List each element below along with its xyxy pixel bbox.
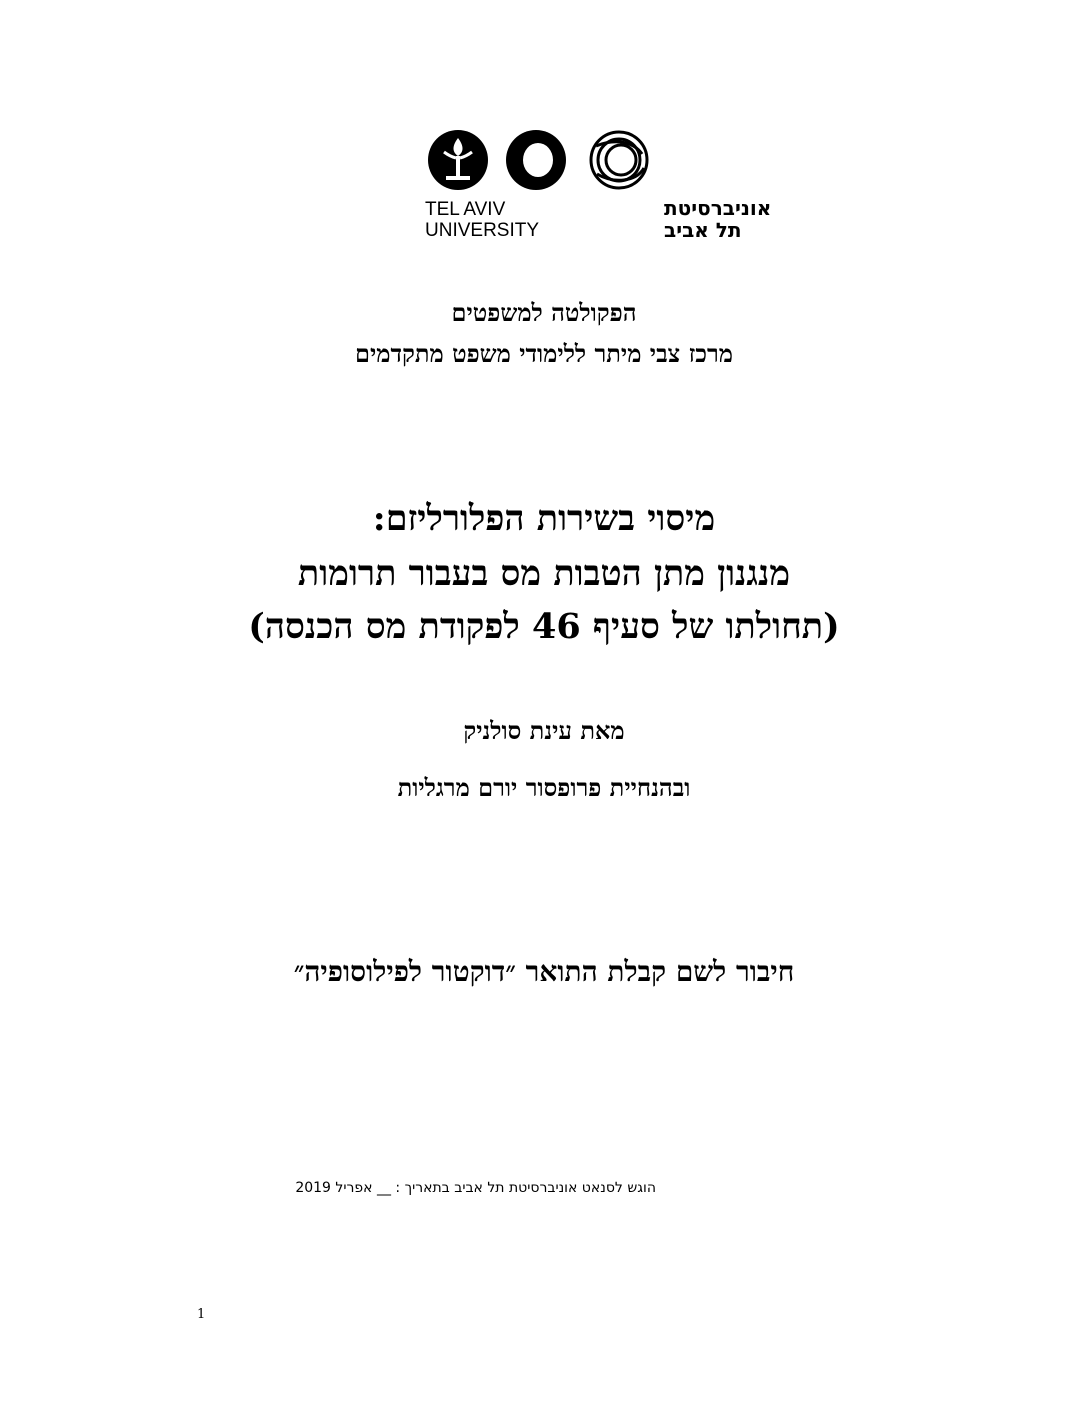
faculty-name: הפקולטה למשפטים <box>451 298 637 327</box>
thesis-title-line-3: (תחולתו של סעיף 46 לפקודת מס הכנסה) <box>248 606 840 647</box>
logo-english-line-2: UNIVERSITY <box>425 220 540 241</box>
research-center-name: מרכז צבי מיתר ללימודי משפט מתקדמים <box>354 339 734 368</box>
degree-statement: חיבור לשם קבלת התואר ״דוקטור לפילוסופיה״ <box>293 955 795 988</box>
page-number: 1 <box>197 1307 206 1322</box>
university-emblem-icon <box>420 128 772 248</box>
tel-aviv-university-logo <box>420 128 772 248</box>
author-name: מאת עינת סולניק <box>463 716 625 745</box>
logo-english-line-1: TEL AVIV <box>425 199 506 220</box>
logo-hebrew-line-2: תל אביב <box>664 218 742 242</box>
supervisor-name: ובהנחיית פרופסור יורם מרגליות <box>397 773 691 802</box>
thesis-title-line-2: מנגנון מתן הטבות מס בעבור תרומות <box>297 553 791 594</box>
thesis-title-line-1: מיסוי בשירות הפלורליזם: <box>372 498 716 539</box>
submission-date: הוגש לסנאט אוניברסיטת תל אביב בתאריך : __ אפריל 2019 <box>295 1180 656 1196</box>
logo-hebrew-line-1: אוניברסיטת <box>664 196 772 220</box>
